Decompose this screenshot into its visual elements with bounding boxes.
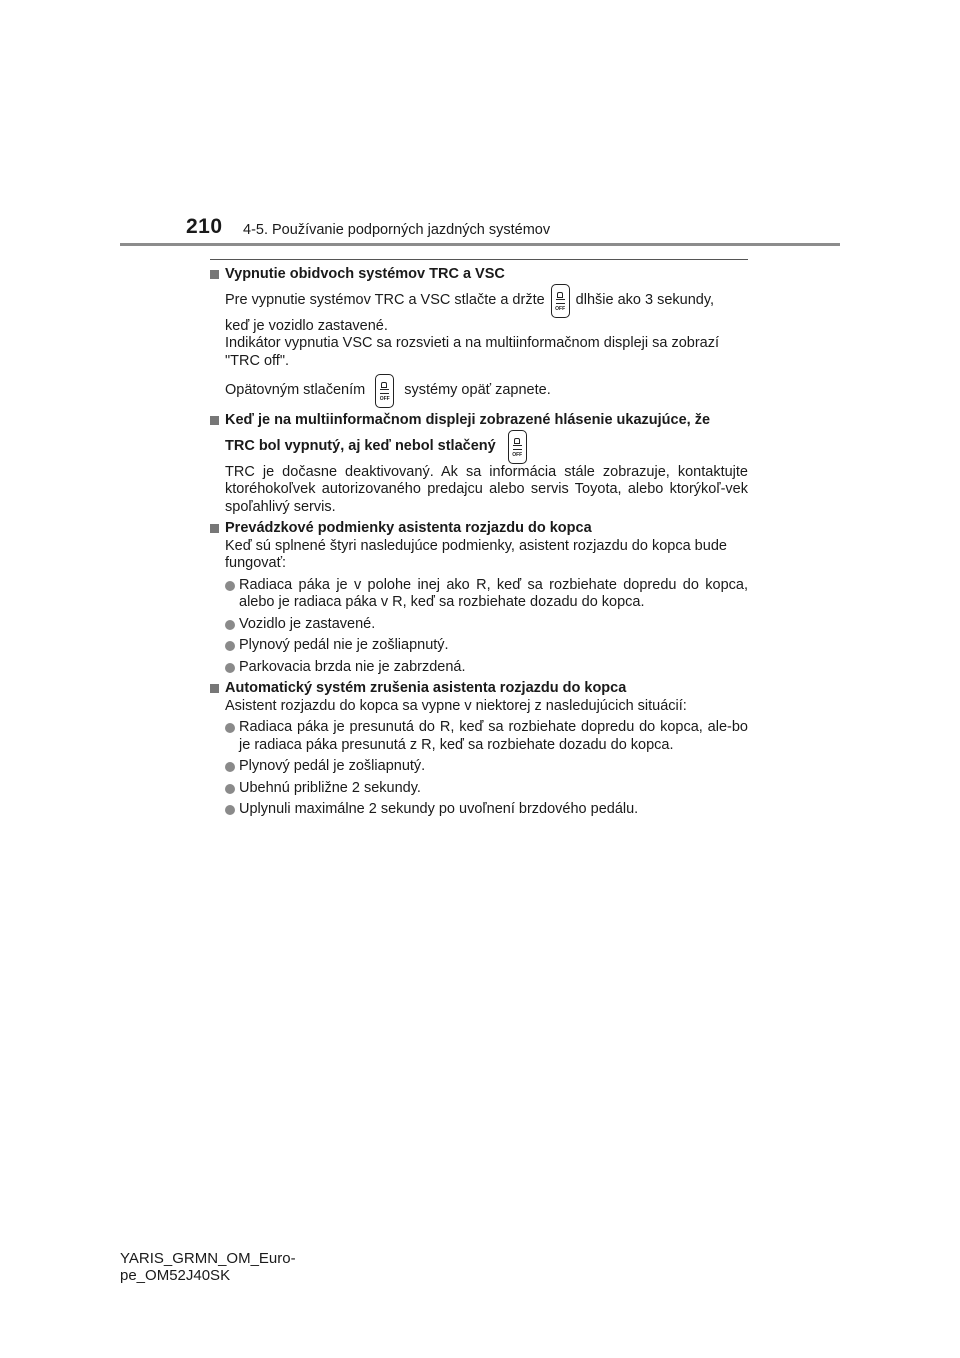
- text-line: Pre vypnutie systémov TRC a VSC stlačte a držte OFF dlhšie ako 3 sekundy,: [210, 284, 748, 318]
- content-divider: [210, 259, 748, 260]
- list-item: Radiaca páka je presunutá do R, keď sa rozbiehate dopredu do kopca, ale-bo je radiaca páka presunutá z R, keď sa rozbiehate dozadu do kopca.: [210, 719, 748, 754]
- square-bullet-icon: [210, 524, 219, 533]
- round-bullet-icon: [225, 620, 235, 630]
- header-divider: [120, 243, 840, 246]
- round-bullet-icon: [225, 784, 235, 794]
- text-line: "TRC off".: [225, 352, 290, 369]
- text-line: Indikátor vypnutia VSC sa rozsvieti a na multiinformačnom displeji sa zobrazí: [225, 335, 720, 351]
- paragraph: Asistent rozjazdu do kopca sa vypne v niektorej z nasledujúcich situácií:: [225, 697, 687, 714]
- square-bullet-icon: [210, 684, 219, 693]
- square-bullet-icon: [210, 416, 219, 425]
- paragraph: Keď sú splnené štyri nasledujúce podmienky, asistent rozjazdu do kopca bude fungovať:: [225, 537, 727, 571]
- list-item: Plynový pedál nie je zošliapnutý.: [210, 637, 748, 655]
- round-bullet-icon: [225, 805, 235, 815]
- round-bullet-icon: [225, 723, 235, 733]
- section-heading: Prevádzkové podmienky asistenta rozjazdu do kopca: [210, 520, 748, 538]
- list-item: Plynový pedál je zošliapnutý.: [210, 758, 748, 776]
- section-heading: Automatický systém zrušenia asistenta rozjazdu do kopca: [210, 680, 748, 698]
- round-bullet-icon: [225, 762, 235, 772]
- round-bullet-icon: [225, 663, 235, 673]
- document-footer: [120, 1250, 296, 1284]
- page-number: 210: [186, 215, 223, 238]
- chapter-title: 4-5. Používanie podporných jazdných systémov: [243, 222, 551, 238]
- round-bullet-icon: [225, 641, 235, 651]
- section-heading-continued: TRC bol vypnutý, aj keď nebol stlačený OFF: [210, 430, 748, 464]
- section-heading: Keď je na multiinformačnom displeji zobrazené hlásenie ukazujúce, že: [210, 412, 748, 430]
- vsc-off-button-icon: OFF: [375, 374, 394, 408]
- list-item: Radiaca páka je v polohe inej ako R, keď sa rozbiehate dopredu do kopca, alebo je radiaca páka v R, keď sa rozbiehate dozadu do kopca.: [210, 577, 748, 612]
- page-content: [210, 266, 748, 819]
- square-bullet-icon: [210, 270, 219, 279]
- list-item: Vozidlo je zastavené.: [210, 616, 748, 634]
- paragraph: TRC je dočasne deaktivovaný. Ak sa informácia stále zobrazuje, kontaktujte ktoréhokoľvek autorizovaného predajcu alebo servis Toyota, alebo ktorýkoľ-vek spoľahlivý servis.: [225, 463, 748, 515]
- footer-line: pe_OM52J40SK: [120, 1267, 231, 1284]
- text-line: keď je vozidlo zastavené.: [225, 317, 388, 334]
- text-line: Opätovným stlačením OFF systémy opäť zapnete.: [210, 374, 748, 408]
- list-item: Ubehnú približne 2 sekundy.: [210, 780, 748, 798]
- list-item: Parkovacia brzda nie je zabrzdená.: [210, 659, 748, 677]
- round-bullet-icon: [225, 581, 235, 591]
- section-heading: Vypnutie obidvoch systémov TRC a VSC: [210, 266, 748, 284]
- vsc-off-button-icon: OFF: [508, 430, 527, 464]
- vsc-off-button-icon: OFF: [551, 284, 570, 318]
- list-item: Uplynuli maximálne 2 sekundy po uvoľnení brzdového pedálu.: [210, 801, 748, 819]
- footer-line: YARIS_GRMN_OM_Euro-: [120, 1250, 296, 1267]
